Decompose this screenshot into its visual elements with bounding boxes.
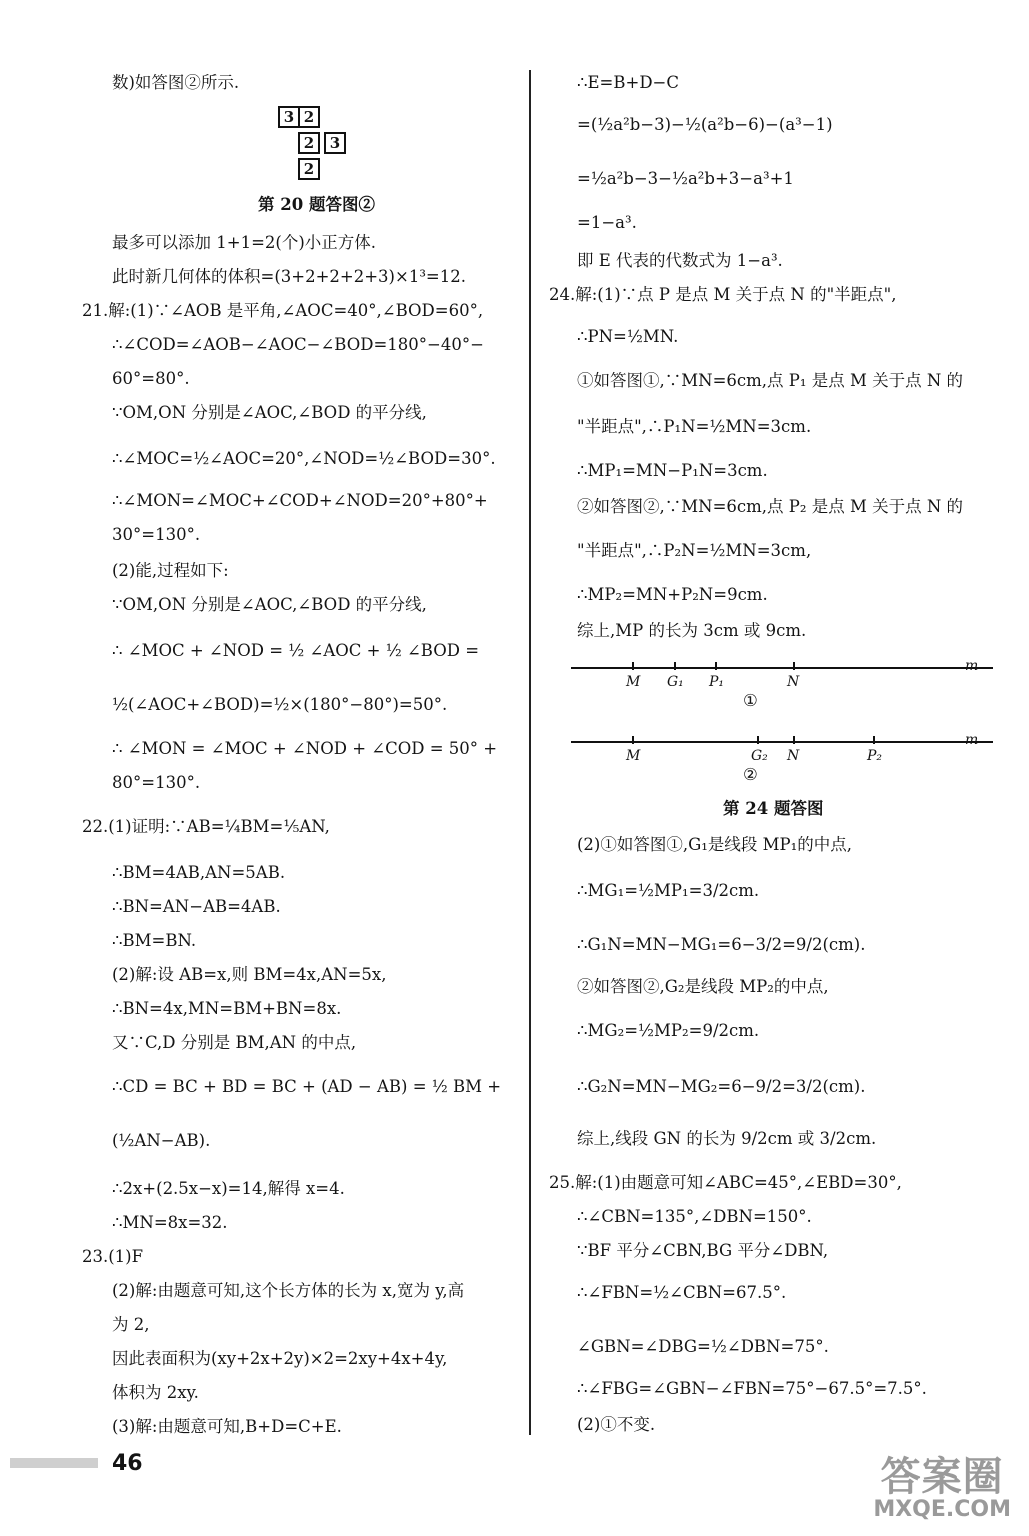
point-tick (793, 736, 795, 744)
text-line: ∴MG₂=½MP₂=9/2cm. (577, 1021, 760, 1040)
text-line: ∴∠FBN=½∠CBN=67.5°. (577, 1283, 787, 1302)
point-label: P₁ (709, 674, 725, 690)
cube-cell: 2 (298, 132, 320, 154)
question-22: 22.(1)证明:∵AB=¼BM=⅕AN, (82, 817, 330, 836)
text-line: (½AN−AB). (112, 1131, 211, 1150)
line-m (571, 667, 993, 669)
question-25: 25.解:(1)由题意可知∠ABC=45°,∠EBD=30°, (549, 1173, 902, 1192)
watermark-text: 答案圈 (880, 1454, 1004, 1500)
figure-caption: 第 24 题答图 (723, 799, 824, 818)
point-label: M (626, 674, 641, 690)
text-line: ½(∠AOC+∠BOD)=½×(180°−80°)=50°. (112, 695, 448, 714)
text-line: (2)①不变. (577, 1415, 656, 1434)
text-line: ∴PN=½MN. (577, 327, 679, 346)
text-line: ∴MG₁=½MP₁=3/2cm. (577, 881, 760, 900)
text-line: 体积为 2xy. (112, 1383, 199, 1402)
point-tick (632, 736, 634, 744)
text-line: ∵BF 平分∠CBN,BG 平分∠DBN, (577, 1241, 829, 1260)
column-divider (529, 70, 531, 1435)
text-line: ∴∠MOC=½∠AOC=20°,∠NOD=½∠BOD=30°. (112, 449, 496, 468)
text-line: ∴MP₂=MN+P₂N=9cm. (577, 585, 768, 604)
text-line: "半距点",∴P₂N=½MN=3cm, (577, 541, 812, 560)
text-line: =1−a³. (577, 213, 637, 232)
text-line: (2)解:设 AB=x,则 BM=4x,AN=5x, (112, 965, 387, 984)
text-line: 30°=130°. (112, 525, 201, 544)
text-line: ∴ ∠MON = ∠MOC + ∠NOD + ∠COD = 50° + (112, 739, 498, 758)
point-tick (674, 662, 676, 670)
text-line: 此时新几何体的体积=(3+2+2+2+3)×1³=12. (112, 267, 466, 286)
line-label: m (965, 732, 979, 748)
diagram-caption: ② (743, 765, 758, 784)
text-line: "半距点",∴P₁N=½MN=3cm. (577, 417, 812, 436)
text-line: 80°=130°. (112, 773, 201, 792)
point-label: N (787, 674, 800, 690)
point-tick (632, 662, 634, 670)
point-tick (873, 736, 875, 744)
text-line: (2)解:由题意可知,这个长方体的长为 x,宽为 y,高 (112, 1281, 465, 1300)
text-line: 综上,线段 GN 的长为 9/2cm 或 3/2cm. (577, 1129, 877, 1148)
cube-cell: 3 (324, 132, 346, 154)
text-line: ∴MP₁=MN−P₁N=3cm. (577, 461, 768, 480)
text-line: ∴BN=AN−AB=4AB. (112, 897, 281, 916)
question-21: 21.解:(1)∵∠AOB 是平角,∠AOC=40°,∠BOD=60°, (82, 301, 484, 320)
text-line: ∴∠MON=∠MOC+∠COD+∠NOD=20°+80°+ (112, 491, 488, 510)
text-line: ∴G₂N=MN−MG₂=6−9/2=3/2(cm). (577, 1077, 866, 1096)
text-line: ∴2x+(2.5x−x)=14,解得 x=4. (112, 1179, 345, 1198)
text-line: ①如答图①,∵MN=6cm,点 P₁ 是点 M 关于点 N 的 (577, 371, 964, 390)
text-line: ∴∠COD=∠AOB−∠AOC−∠BOD=180°−40°− (112, 335, 484, 354)
text-line: =½a²b−3−½a²b+3−a³+1 (577, 169, 794, 188)
text-line: ∴CD = BC + BD = BC + (AD − AB) = ½ BM + (112, 1077, 502, 1096)
text-line: ∴BN=4x,MN=BM+BN=8x. (112, 999, 342, 1018)
line-label: m (965, 658, 979, 674)
text-line: ∴BM=BN. (112, 931, 197, 950)
page-number: 46 (112, 1451, 143, 1476)
text-line: 数)如答图②所示. (112, 73, 240, 92)
text-line: 最多可以添加 1+1=2(个)小正方体. (112, 233, 377, 252)
point-label: M (626, 748, 641, 764)
point-label: G₂ (751, 748, 768, 764)
text-line: ∴G₁N=MN−MG₁=6−3/2=9/2(cm). (577, 935, 866, 954)
text-line: =(½a²b−3)−½(a²b−6)−(a³−1) (577, 115, 833, 134)
text-line: ∴∠FBG=∠GBN−∠FBN=75°−67.5°=7.5°. (577, 1379, 927, 1398)
point-label: N (787, 748, 800, 764)
cube-cell: 3 (278, 106, 300, 128)
text-line: ∴∠CBN=135°,∠DBN=150°. (577, 1207, 812, 1226)
text-line: 60°=80°. (112, 369, 190, 388)
question-24: 24.解:(1)∵点 P 是点 M 关于点 N 的"半距点", (549, 285, 897, 304)
cube-cell: 2 (298, 106, 320, 128)
text-line: ②如答图②,G₂是线段 MP₂的中点, (577, 977, 829, 996)
question-23: 23.(1)F (82, 1247, 144, 1266)
text-line: (3)解:由题意可知,B+D=C+E. (112, 1417, 342, 1436)
point-label: G₁ (667, 674, 684, 690)
diagram-caption: ① (743, 691, 758, 710)
footer-decoration (10, 1458, 98, 1468)
text-line: ∵OM,ON 分别是∠AOC,∠BOD 的平分线, (112, 403, 427, 422)
text-line: ②如答图②,∵MN=6cm,点 P₂ 是点 M 关于点 N 的 (577, 497, 964, 516)
text-line: ∴MN=8x=32. (112, 1213, 228, 1232)
text-line: ∴BM=4AB,AN=5AB. (112, 863, 286, 882)
text-line: ∴E=B+D−C (577, 73, 679, 92)
text-line: ∴ ∠MOC + ∠NOD = ½ ∠AOC + ½ ∠BOD = (112, 641, 480, 660)
cube-cell: 2 (298, 158, 320, 180)
text-line: (2)①如答图①,G₁是线段 MP₁的中点, (577, 835, 853, 854)
line-m (571, 741, 993, 743)
point-tick (715, 662, 717, 670)
text-line: 又∵C,D 分别是 BM,AN 的中点, (112, 1033, 357, 1052)
text-line: 即 E 代表的代数式为 1−a³. (577, 251, 783, 270)
watermark-site: MXQE.COM (873, 1497, 1011, 1522)
text-line: ∵OM,ON 分别是∠AOC,∠BOD 的平分线, (112, 595, 427, 614)
point-tick (757, 736, 759, 744)
figure-caption: 第 20 题答图② (258, 195, 375, 214)
text-line: 因此表面积为(xy+2x+2y)×2=2xy+4x+4y, (112, 1349, 448, 1368)
text-line: 为 2, (112, 1315, 150, 1334)
text-line: 综上,MP 的长为 3cm 或 9cm. (577, 621, 807, 640)
point-tick (793, 662, 795, 670)
point-label: P₂ (867, 748, 883, 764)
text-line: (2)能,过程如下: (112, 561, 229, 580)
text-line: ∠GBN=∠DBG=½∠DBN=75°. (577, 1337, 829, 1356)
watermark-logo (873, 1456, 1011, 1522)
